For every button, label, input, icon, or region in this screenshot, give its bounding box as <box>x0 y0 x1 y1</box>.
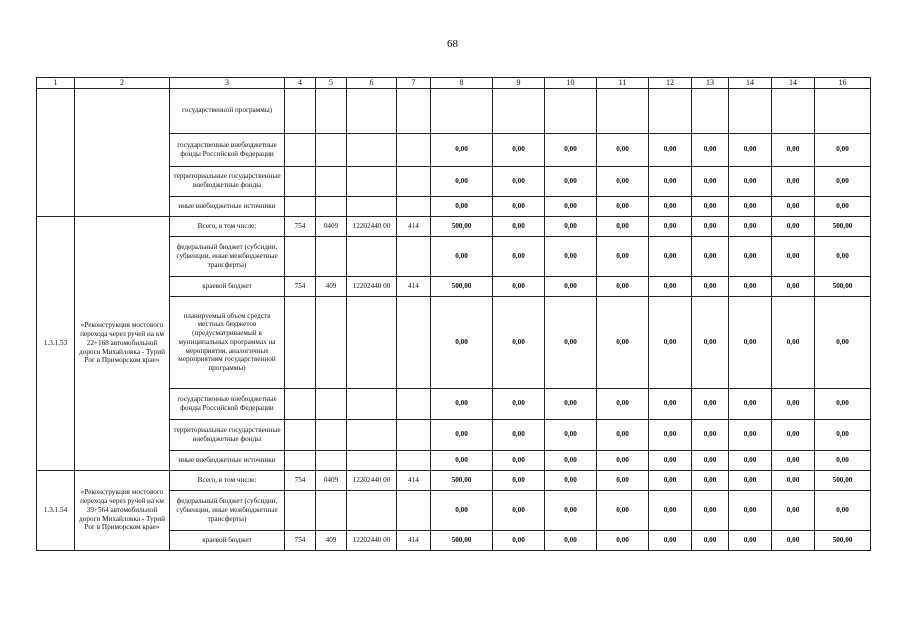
target-article-code <box>347 88 397 133</box>
amount-cell: 0,00 <box>692 166 729 196</box>
section-code <box>316 88 347 133</box>
amount-cell: 0,00 <box>545 388 597 419</box>
amount-cell: 0,00 <box>729 166 772 196</box>
amount-cell: 0,00 <box>545 196 597 216</box>
amount-cell <box>772 88 815 133</box>
amount-cell: 0,00 <box>431 166 493 196</box>
amount-cell: 0,00 <box>545 490 597 530</box>
amount-cell: 0,00 <box>772 276 815 296</box>
grbs-code <box>285 88 316 133</box>
amount-cell: 0,00 <box>493 490 545 530</box>
section-code <box>316 196 347 216</box>
funding-source: Всего, в том числе: <box>170 216 285 236</box>
item-name: «Реконструкция мостового перехода через ручей на км 22+168 автомобильной дороги Михайловка - Турий Рог в Приморском крае» <box>75 216 170 470</box>
amount-cell: 500,00 <box>431 470 493 490</box>
amount-cell: 0,00 <box>597 450 649 470</box>
amount-cell: 0,00 <box>597 296 649 388</box>
amount-cell: 500,00 <box>815 530 871 550</box>
amount-cell <box>545 88 597 133</box>
amount-cell: 0,00 <box>597 470 649 490</box>
amount-cell: 0,00 <box>729 216 772 236</box>
amount-cell: 0,00 <box>815 166 871 196</box>
grbs-code <box>285 388 316 419</box>
amount-cell: 0,00 <box>493 419 545 450</box>
amount-cell: 0,00 <box>649 470 692 490</box>
column-number: 10 <box>545 78 597 89</box>
amount-cell: 0,00 <box>692 419 729 450</box>
amount-cell: 0,00 <box>597 196 649 216</box>
amount-cell: 500,00 <box>431 530 493 550</box>
amount-cell: 0,00 <box>772 133 815 166</box>
target-article-code <box>347 419 397 450</box>
amount-cell: 0,00 <box>649 419 692 450</box>
section-code <box>316 419 347 450</box>
item-name <box>75 88 170 216</box>
amount-cell: 0,00 <box>772 419 815 450</box>
amount-cell: 500,00 <box>431 276 493 296</box>
amount-cell: 0,00 <box>692 216 729 236</box>
funding-source: Всего, в том числе: <box>170 470 285 490</box>
amount-cell: 0,00 <box>597 216 649 236</box>
amount-cell <box>692 88 729 133</box>
amount-cell: 0,00 <box>649 450 692 470</box>
funding-source: территориальные государственные внебюджетные фонды <box>170 166 285 196</box>
amount-cell: 0,00 <box>431 388 493 419</box>
amount-cell: 0,00 <box>815 450 871 470</box>
column-number: 2 <box>75 78 170 89</box>
amount-cell: 0,00 <box>649 166 692 196</box>
amount-cell: 0,00 <box>545 236 597 276</box>
table-body <box>37 78 871 551</box>
amount-cell: 0,00 <box>772 388 815 419</box>
funding-source: государственные внебюджетные фонды Российской Федерации <box>170 388 285 419</box>
amount-cell: 0,00 <box>692 276 729 296</box>
amount-cell <box>729 88 772 133</box>
amount-cell: 0,00 <box>729 470 772 490</box>
amount-cell: 0,00 <box>597 236 649 276</box>
amount-cell <box>649 88 692 133</box>
funding-source: краевой бюджет <box>170 276 285 296</box>
amount-cell: 0,00 <box>545 276 597 296</box>
funding-source: иные внебюджетные источники <box>170 450 285 470</box>
amount-cell: 0,00 <box>493 236 545 276</box>
item-id: 1.3.1.53 <box>37 216 75 470</box>
column-number: 3 <box>170 78 285 89</box>
amount-cell: 0,00 <box>729 133 772 166</box>
amount-cell: 0,00 <box>815 388 871 419</box>
column-number: 14 <box>772 78 815 89</box>
amount-cell: 0,00 <box>815 133 871 166</box>
item-id <box>37 88 75 216</box>
expense-type-code <box>397 296 431 388</box>
column-number: 7 <box>397 78 431 89</box>
amount-cell: 0,00 <box>692 388 729 419</box>
amount-cell <box>597 88 649 133</box>
grbs-code <box>285 166 316 196</box>
amount-cell: 0,00 <box>729 490 772 530</box>
amount-cell: 0,00 <box>493 166 545 196</box>
grbs-code: 754 <box>285 470 316 490</box>
amount-cell: 0,00 <box>493 216 545 236</box>
amount-cell: 0,00 <box>597 388 649 419</box>
amount-cell: 0,00 <box>729 450 772 470</box>
page-number: 68 <box>447 38 458 50</box>
expense-type-code <box>397 196 431 216</box>
expense-type-code <box>397 133 431 166</box>
amount-cell: 0,00 <box>431 196 493 216</box>
expense-type-code <box>397 88 431 133</box>
funding-source: территориальные государственные внебюджетные фонды <box>170 419 285 450</box>
funding-source: федеральный бюджет (субсидии, субвенции, иные межбюджетные трансферты) <box>170 236 285 276</box>
column-number: 1 <box>37 78 75 89</box>
funding-source: иные внебюджетные источники <box>170 196 285 216</box>
amount-cell: 0,00 <box>815 419 871 450</box>
amount-cell: 0,00 <box>815 196 871 216</box>
grbs-code <box>285 236 316 276</box>
column-number: 5 <box>316 78 347 89</box>
amount-cell: 0,00 <box>649 216 692 236</box>
amount-cell: 0,00 <box>545 166 597 196</box>
target-article-code <box>347 196 397 216</box>
amount-cell: 0,00 <box>729 296 772 388</box>
expense-type-code <box>397 490 431 530</box>
table-row <box>37 470 871 490</box>
item-name: «Реконструкция мостового перехода через ручей на км 39+564 автомобильной дороги Михайловка - Турий Рог в Приморском крае» <box>75 470 170 550</box>
amount-cell: 0,00 <box>649 276 692 296</box>
expense-type-code <box>397 388 431 419</box>
amount-cell: 0,00 <box>545 133 597 166</box>
section-code <box>316 490 347 530</box>
amount-cell: 0,00 <box>692 196 729 216</box>
column-number-row <box>37 78 871 89</box>
target-article-code <box>347 388 397 419</box>
target-article-code <box>347 490 397 530</box>
amount-cell: 0,00 <box>772 470 815 490</box>
amount-cell: 0,00 <box>772 216 815 236</box>
section-code <box>316 133 347 166</box>
target-article-code: 12202440 00 <box>347 276 397 296</box>
grbs-code <box>285 450 316 470</box>
amount-cell: 0,00 <box>431 490 493 530</box>
amount-cell: 0,00 <box>545 470 597 490</box>
funding-source: планируемый объем средств местных бюджетов (предусматриваемый в муниципальных программах на мероприятия, аналогичные мероприятиям государственной программы) <box>170 296 285 388</box>
amount-cell: 0,00 <box>772 236 815 276</box>
amount-cell: 0,00 <box>545 296 597 388</box>
section-code <box>316 296 347 388</box>
amount-cell: 0,00 <box>545 419 597 450</box>
target-article-code: 12202440 00 <box>347 216 397 236</box>
column-number: 11 <box>597 78 649 89</box>
amount-cell: 0,00 <box>431 419 493 450</box>
amount-cell: 0,00 <box>493 530 545 550</box>
amount-cell: 0,00 <box>545 450 597 470</box>
amount-cell: 0,00 <box>692 450 729 470</box>
amount-cell: 0,00 <box>545 530 597 550</box>
amount-cell <box>815 88 871 133</box>
amount-cell: 0,00 <box>729 236 772 276</box>
amount-cell: 0,00 <box>597 276 649 296</box>
section-code: 409 <box>316 276 347 296</box>
amount-cell: 0,00 <box>597 490 649 530</box>
target-article-code <box>347 166 397 196</box>
grbs-code: 754 <box>285 530 316 550</box>
grbs-code: 754 <box>285 216 316 236</box>
amount-cell: 0,00 <box>649 196 692 216</box>
amount-cell: 0,00 <box>649 296 692 388</box>
amount-cell: 0,00 <box>649 530 692 550</box>
funding-source: федеральный бюджет (субсидии, субвенции, иные межбюджетные трансферты) <box>170 490 285 530</box>
amount-cell: 0,00 <box>545 216 597 236</box>
amount-cell: 0,00 <box>649 490 692 530</box>
amount-cell: 0,00 <box>493 196 545 216</box>
section-code <box>316 450 347 470</box>
grbs-code <box>285 296 316 388</box>
column-number: 12 <box>649 78 692 89</box>
column-number: 4 <box>285 78 316 89</box>
amount-cell: 0,00 <box>597 133 649 166</box>
amount-cell: 500,00 <box>815 470 871 490</box>
target-article-code <box>347 450 397 470</box>
section-code: 0409 <box>316 216 347 236</box>
section-code <box>316 166 347 196</box>
funding-source: краевой бюджет <box>170 530 285 550</box>
funding-source: государственные внебюджетные фонды Российской Федерации <box>170 133 285 166</box>
target-article-code <box>347 133 397 166</box>
amount-cell: 0,00 <box>649 133 692 166</box>
amount-cell: 0,00 <box>729 388 772 419</box>
amount-cell: 0,00 <box>692 470 729 490</box>
section-code <box>316 236 347 276</box>
expense-type-code <box>397 166 431 196</box>
section-code: 409 <box>316 530 347 550</box>
amount-cell: 0,00 <box>815 490 871 530</box>
table-row <box>37 216 871 236</box>
amount-cell <box>431 88 493 133</box>
amount-cell: 0,00 <box>692 296 729 388</box>
funding-source: государственной программы) <box>170 88 285 133</box>
amount-cell: 0,00 <box>431 236 493 276</box>
section-code <box>316 388 347 419</box>
column-number: 6 <box>347 78 397 89</box>
target-article-code <box>347 236 397 276</box>
amount-cell <box>493 88 545 133</box>
target-article-code: 12202440 00 <box>347 470 397 490</box>
amount-cell: 0,00 <box>493 450 545 470</box>
column-number: 9 <box>493 78 545 89</box>
expense-type-code: 414 <box>397 470 431 490</box>
grbs-code <box>285 490 316 530</box>
amount-cell: 0,00 <box>692 236 729 276</box>
budget-table <box>36 77 871 551</box>
target-article-code: 12202440 00 <box>347 530 397 550</box>
expense-type-code: 414 <box>397 216 431 236</box>
amount-cell: 0,00 <box>493 133 545 166</box>
amount-cell: 0,00 <box>597 419 649 450</box>
grbs-code: 754 <box>285 276 316 296</box>
amount-cell: 0,00 <box>772 166 815 196</box>
amount-cell: 500,00 <box>431 216 493 236</box>
grbs-code <box>285 419 316 450</box>
amount-cell: 500,00 <box>815 216 871 236</box>
amount-cell: 0,00 <box>649 388 692 419</box>
expense-type-code: 414 <box>397 530 431 550</box>
amount-cell: 0,00 <box>772 490 815 530</box>
amount-cell: 0,00 <box>493 276 545 296</box>
amount-cell: 0,00 <box>729 419 772 450</box>
expense-type-code <box>397 450 431 470</box>
amount-cell: 0,00 <box>431 450 493 470</box>
amount-cell: 0,00 <box>772 450 815 470</box>
amount-cell: 0,00 <box>597 530 649 550</box>
target-article-code <box>347 296 397 388</box>
amount-cell: 0,00 <box>692 133 729 166</box>
item-id: 1.3.1.54 <box>37 470 75 550</box>
expense-type-code <box>397 236 431 276</box>
amount-cell: 0,00 <box>729 196 772 216</box>
amount-cell: 500,00 <box>815 276 871 296</box>
amount-cell: 0,00 <box>815 236 871 276</box>
table-row <box>37 88 871 133</box>
amount-cell: 0,00 <box>772 530 815 550</box>
column-number: 8 <box>431 78 493 89</box>
amount-cell: 0,00 <box>493 470 545 490</box>
amount-cell: 0,00 <box>729 276 772 296</box>
amount-cell: 0,00 <box>729 530 772 550</box>
amount-cell: 0,00 <box>493 388 545 419</box>
amount-cell: 0,00 <box>772 196 815 216</box>
grbs-code <box>285 133 316 166</box>
column-number: 16 <box>815 78 871 89</box>
section-code: 0409 <box>316 470 347 490</box>
amount-cell: 0,00 <box>815 296 871 388</box>
expense-type-code: 414 <box>397 276 431 296</box>
amount-cell: 0,00 <box>692 490 729 530</box>
amount-cell: 0,00 <box>431 296 493 388</box>
amount-cell: 0,00 <box>772 296 815 388</box>
grbs-code <box>285 196 316 216</box>
amount-cell: 0,00 <box>597 166 649 196</box>
amount-cell: 0,00 <box>493 296 545 388</box>
amount-cell: 0,00 <box>649 236 692 276</box>
column-number: 13 <box>692 78 729 89</box>
amount-cell: 0,00 <box>431 133 493 166</box>
column-number: 14 <box>729 78 772 89</box>
expense-type-code <box>397 419 431 450</box>
amount-cell: 0,00 <box>692 530 729 550</box>
